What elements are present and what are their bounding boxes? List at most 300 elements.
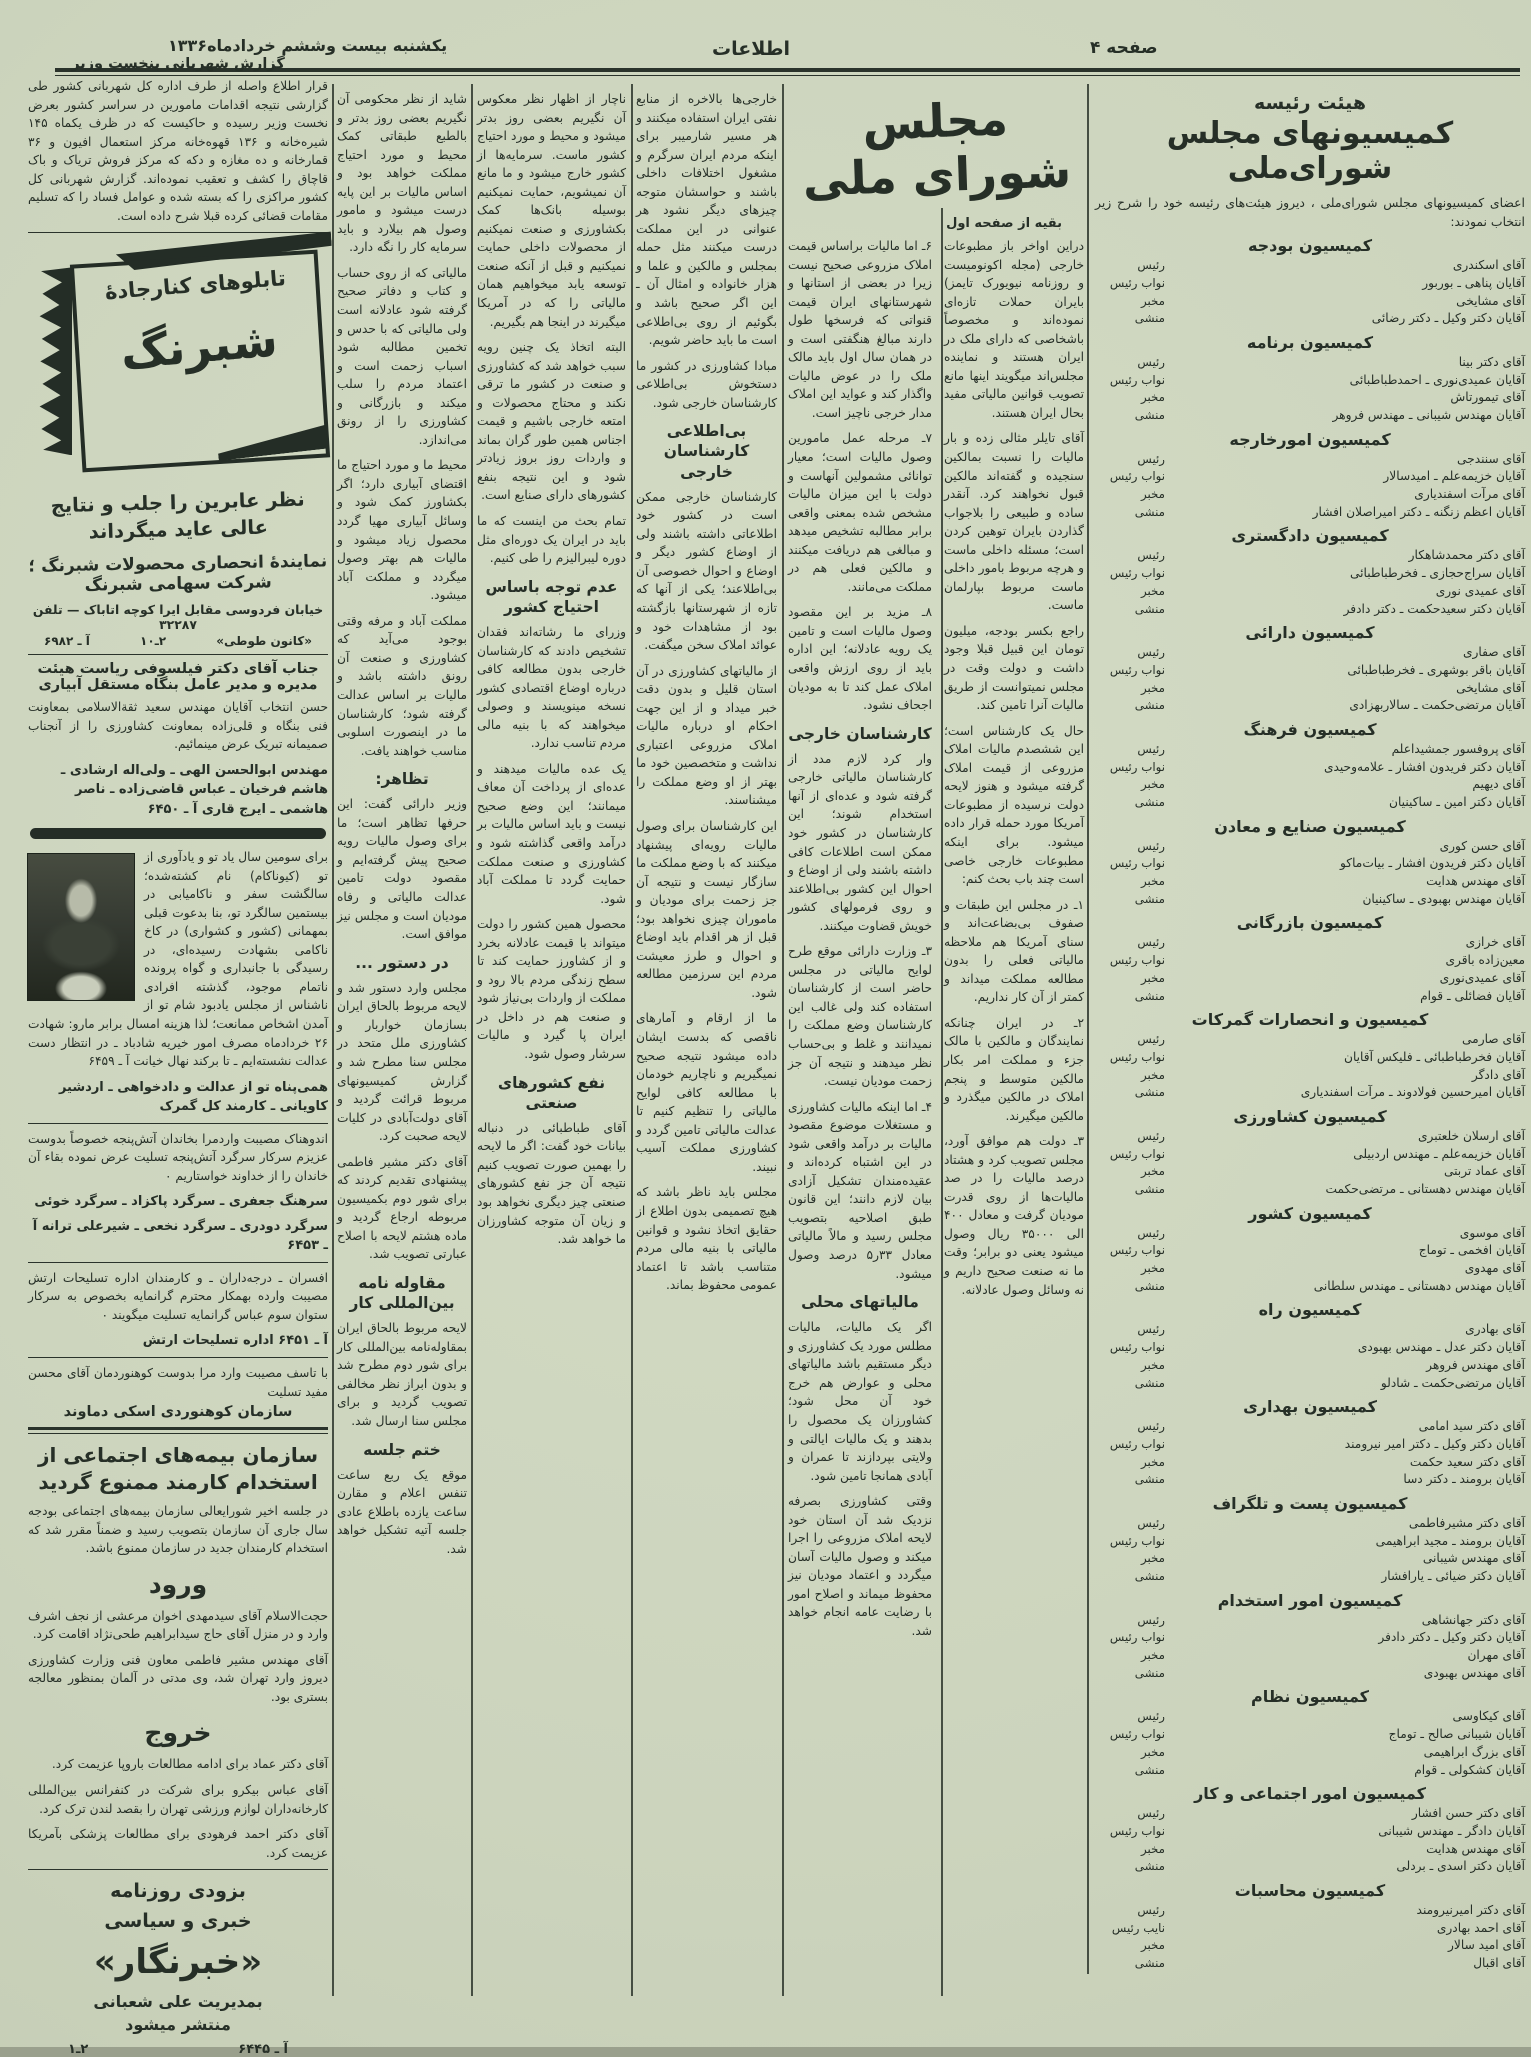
departures-heading: خروج [144,1718,212,1748]
commissions-column [1095,88,1525,1980]
commission-member-row [1095,451,1525,469]
member-role: نواب رئیس [1109,662,1165,677]
member-names: معین‌زاده باقری [1445,953,1525,968]
member-names: آقایان افخمی ـ توماج [1418,1243,1525,1258]
paragraph: مجلس باید ناظر باشد که هیچ تصمیمی بدون اطلاع از حقایق اتخاذ نشود و قوانین مالیاتی با بنیه مالی مردم متناسب باشد تا اعتماد عمومی محفوظ بماند. [636,1185,777,1293]
commission-member-row [1095,583,1525,601]
member-role: منشی [1134,1569,1165,1584]
member-role: رئیس [1137,1419,1165,1434]
divider [28,1123,328,1124]
jagged-edge-decoration [36,267,72,455]
commission-title: کمیسیون بودجه [1247,236,1373,256]
paragraph: ۷ـ مرحله عمل مامورین وصول مالیات است؛ معیار توانائی مشمولین آنهاست و دولت با این میزان مالیات مشخص شده بمعنی واقعی برابر مطالبه تشخیص میدهد و مبالغی هم دریافت میکنند و مالکین فعلی هم در مملکت می‌مانند. [788,431,932,594]
member-role: منشی [1134,601,1165,616]
paragraph: وار کرد لازم مدد از کارشناسان مالیاتی خارجی گرفته شود و عده‌ای از آنها استخدام شوند؛ این کارشناسان در کشور خود ممکن است اطلاعات کافی داشته باشند ولی از اوضاع و احوال این کشور بی‌اطلاعند و روی فرمولهای کشور خویش قضاوت میکنند. [788,751,932,933]
member-names: آقای مهندس فروهر [1426,1357,1525,1372]
member-names: آقایان دکتر وکیل ـ دکتر رضائی [1371,311,1525,326]
subheading: مالیاتهای محلی [801,1293,919,1312]
commission-title: کمیسیون پست و تلگراف [1212,1493,1408,1513]
commission-member-row [1095,1418,1525,1436]
member-names: آقای دادگر [1471,1067,1525,1082]
subheading: بی‌اطلاعی کارشناسان خارجی [663,422,750,481]
commission-member-row [1095,1128,1525,1146]
condolence-body: اندوهناک مصیبت واردمرا بخاندان آتش‌پنجه خصوصاً بدوست عزیزم سرکار سرگرد آتش‌پنجه تسلیت عرض نموده بقاء آن خاندان را از خداوند خواستاریم ۰ [28,1131,328,1183]
member-names: آقای ارسلان خلعتبری [1418,1128,1525,1143]
member-role: رئیس [1137,838,1165,853]
member-names: آقای دکتر حسن افشار [1411,1806,1525,1821]
member-names: آقای بهادری [1465,1322,1525,1337]
double-rule [28,1427,328,1434]
khabarnegar-announcement [28,1880,328,2057]
shabrang-note [28,634,328,648]
commission-title: کمیسیون بهداری [1243,1397,1377,1417]
paragraph: مملکت آباد و مرفه وقتی بوجود می‌آید که کشاورزی و صنعت آن رونق داشته باشد و مالیات بر اساس عدالت گرفته شود؛ کارشناسان ما در اینصورت اسلوبی مناسب خواهند یافت. [337,613,467,758]
divider [28,1262,328,1263]
commission-member-row [1095,1629,1525,1647]
member-role: نواب رئیس [1109,275,1165,290]
majles-column-left [788,237,932,2017]
member-role: رئیس [1137,258,1165,273]
commission-member-row [1095,1920,1525,1938]
announcement-line: بزودی روزنامه [110,1880,246,1903]
commission-member-row [1095,275,1525,293]
ink-blob-decoration [216,425,328,461]
member-role: رئیس [1137,1128,1165,1143]
member-role: منشی [1134,1665,1165,1680]
member-names: آقایان دکتر فریدون افشار ـ بیات‌ماکو [1339,856,1525,871]
paragraph: آقای دکتر عماد برای ادامه مطالعات باروپا عزیمت کرد. [51,1757,328,1772]
commission-member-row [1095,1612,1525,1630]
congratulation-body: حسن انتخاب آقایان مهندس سعید ثقةالاسلامی بمعاونت فنی بنگاه و قلی‌زاده بمعاونت کشاورزی را از آنجناب صمیمانه تبریک عرض مینمائیم. [28,699,328,752]
member-names: آقایان مرتضی‌حکمت ـ سالاربهزادی [1349,698,1525,713]
commission-member-row [1095,970,1525,988]
member-names: آقایان مهندس دهستانی ـ مهندس سلطانی [1313,1278,1525,1293]
commission-member-row [1095,407,1525,425]
member-role: نواب رئیس [1109,759,1165,774]
member-names: آقایان اعظم زنگنه ـ دکتر امیراصلان افشار [1312,504,1525,519]
member-names: آقای خرازی [1465,935,1525,950]
commission-member-row [1095,855,1525,873]
member-role: منشی [1134,1182,1165,1197]
commission-member-row [1095,1955,1525,1973]
divider [28,1357,328,1358]
masthead-paper-name: اطلاعات [712,38,791,60]
member-role: مخبر [1140,293,1165,308]
member-role: مخبر [1140,970,1165,985]
member-role: مخبر [1140,1648,1165,1663]
commissions-kicker: هیئت رئیسه [1253,92,1367,114]
commission-title: کمیسیون امور استخدام [1217,1590,1403,1610]
commission-title: کمیسیون امور اجتماعی و کار [1194,1784,1426,1804]
commissions-headline: کمیسیونهای مجلس شورای‌ملی [1166,116,1454,186]
article-column-1a [337,90,467,1996]
member-role: منشی [1134,1375,1165,1390]
commission-member-row [1095,776,1525,794]
paragraph: ۶ـ اما مالیات براساس قیمت املاک مزروعی صحیح نیست زیرا در بعضی از استانها و شهرستانهای ایران قیمت قنواتی که فرسخها طول دارند مبالغ هنگفتی است و در همان سال اول باید مالک ملک را در عوض مالیات واگذار کند و عواید این املاک مدار خرجی ناچیز است. [788,239,932,420]
member-names: آقای اسکندری [1452,258,1525,273]
paragraph: محیط ما و مورد احتیاج ما اقتضای آبیاری دارد؛ اگر بکشاورز کمک شود و وسائل آبیاری مهیا گردد محصول زیاد میشود و مالیات هم بهتر وصول میگردد و مملکت آباد میشود. [337,458,467,603]
paragraph: حال یک کارشناس است؛ این ششصدم مالیات املاک مزروعی از قیمت املاک گرفته میشود و هنوز لایحه دولت نرسیده از مطبوعات آمریکا مورد حمله قرار داده میشود. برای اینکه مطبوعات خارجی خاصی است چند باب بحث کنم: [944,723,1084,887]
thick-rule [30,828,326,839]
member-names: آقای مرآت اسفندیاری [1414,487,1525,502]
member-names: آقای مشایخی [1456,293,1525,308]
member-names: آقایان دکتر سعیدحکمت ـ دکتر دادفر [1343,601,1525,616]
subheading: نفع کشورهای صنعتی [497,1073,606,1112]
commission-member-row [1095,565,1525,583]
paragraph: آقای دکتر مشیر فاطمی پیشنهادی تقدیم کردند که برای شور دوم بکمیسیون مربوطه ارجاع گردید و ماده هشتم لایحه با اصلاح عبارتی تصویب شد. [337,1154,467,1262]
member-role: رئیس [1137,935,1165,950]
commission-member-row [1095,1858,1525,1876]
member-role: رئیس [1137,741,1165,756]
masthead-date: یکشنبه بیست وششم خردادماه۱۳۳۶ [168,36,448,55]
member-role: مخبر [1140,680,1165,695]
commission-member-row [1095,759,1525,777]
member-role: رئیس [1137,1806,1165,1821]
commission-member-row [1095,1084,1525,1102]
column-divider [332,84,334,1996]
commission-title: کمیسیون راه [1258,1300,1362,1320]
ad-number: ۲ـ۱ [68,2042,89,2057]
commission-member-row [1095,372,1525,390]
commission-member-row [1095,1471,1525,1489]
member-names: آقایان پناهی ـ بوربور [1422,275,1525,290]
member-role: نواب رئیس [1109,1630,1165,1645]
member-names: آقای مهندس بهبودی [1423,1665,1525,1680]
portrait-photo [28,854,134,1000]
member-names: آقای دکتر سید امامی [1418,1419,1525,1434]
member-names: آقایان شیبانی صالح ـ توماج [1388,1727,1525,1742]
memorial-signature: همی‌پناه تو از عدالت و دادخواهی ـ اردشیر کاویانی ـ کارمند کل گمرک [58,1079,328,1115]
mountain-org-body: با تاسف مصیبت وارد مرا بدوست کوهنوردمان آقای محسن مفید تسلیت [28,1365,328,1399]
shabrang-agency: نمایندهٔ انحصاری محصولات شبرنگ ؛ شرکت سهامی شبرنگ [28,551,328,596]
army-condolence-signature: آ ـ ۶۴۵۱ اداره تسلیحات ارتش [142,1333,328,1349]
paragraph: شاید از نظر محکومی آن نگیریم بعضی روز بدتر و بالطبع طبقاتی کمک محیط و مورد احتیاج مملکت خواهد بود و اساس مالیات بر این پایه درست میشود و مامور وصول هم بیلارد و باید سرمایه کار را نگه دارد. [337,92,467,255]
paragraph: آقای دکتر احمد فرهودی برای مطالعات پزشکی بآمریکا عزیمت کرد. [28,1827,328,1860]
commission-member-row [1095,1805,1525,1823]
commission-member-row [1095,1321,1525,1339]
member-role: رئیس [1137,1612,1165,1627]
member-names: آقای تیمورتاش [1450,390,1525,405]
commission-member-row [1095,1067,1525,1085]
paragraph: تمام بحث من اینست که ما باید در ایران یک دوره‌ای مثل دوره لیبرالیزم را طی کنیم. [477,514,626,566]
note-mid: ۲ـ۱۰ [140,633,167,648]
member-names: آقایان دکتر وکیل ـ دکتر امیر نیرومند [1344,1436,1525,1451]
member-role: نواب رئیس [1109,1823,1165,1838]
member-names: آقایان مهندس بهبودی ـ ساکینیان [1362,891,1525,906]
member-role: مخبر [1140,1551,1165,1566]
announcement-line: خبری و سیاسی [104,1910,252,1933]
member-role: رئیس [1137,1225,1165,1240]
paragraph: از مالیاتهای کشاورزی در آن استان قلیل و بدون دقت خبر میداد و از این جهت احکام او درباره مالیات املاک مزروعی اعتباری نداشت و متخصصین خود ما بهتر از او وضع مملکت را میشناسند. [636,663,777,808]
paragraph: ناچار از اظهار نظر معکوس آن نگیریم بعضی روز بدتر میشود و محیط و مورد احتیاج کشور ماست. سرمایه‌ها از کشور خارج میشود و ما مانع آن نمیشویم، حمایت نمیکنیم بوسیله بانک‌ها کمک بکشاورزی و صنعت نمیکنیم از محصولات داخلی حمایت نمیکنیم و قبل از آنکه صنعت توسعه یابد میخواهیم همان مالیاتی را که در آمریکا میگیرند در اینجا هم بگیریم. [477,92,626,329]
member-role: نواب رئیس [1109,1340,1165,1355]
insurance-body: در جلسه اخیر شورایعالی سازمان بیمه‌های اجتماعی بودجه سال جاری آن سازمان بتصویب رسید و ضمناً مقرر شد که استخدام کارمندان جدید در سازمان ممنوع باشد. [28,1504,328,1556]
member-role: مخبر [1140,1357,1165,1372]
member-role: منشی [1134,1762,1165,1777]
paragraph: ۳ـ دولت هم موافق آورد، مجلس تصویب کرد و هشتاد درصد مالیات را در صد مالیات‌ها از روی قدرت مودیان گرفت و معادل ۴۰۰ الی ۳۵۰۰۰ ریال وصول میشود یعنی دو برابر؛ وقت ما نه صنعت صحیح داریم و نه وسائل وصول عادلانه. [944,1134,1084,1297]
member-names: آقای مهندس هدایت [1426,1841,1525,1856]
divider [28,1869,328,1870]
memorial-body: برای سومین سال یاد تو و یادآوری از تو (کیوناکام) نام کشته‌شده؛ سالگشت سفر و ناکامیابی در بیستمین سالگرد تو، بنا بدعوت قبلی بمهمانی (کشور و کشواری) در کاخ ناکامی بشهادت رسیده‌ای، در رسیدگی با جانبداری و گواه پرونده ناتمام موجود، گذشته افرادی ناشناس از مجلس یادبود شام تو از آمدن اشخاص ممانعت؛ لذا هزینه امسال برابر مارو: شهادت ۲۶ خردادماه مصرف امور خیریه شادباد ـ در انتظار دست عدالت نشسته‌ایم ـ تا برکند نهال خیانت آ ـ ۶۴۵۹ [28,850,328,1069]
commission-member-row [1095,354,1525,372]
paragraph: البته اتخاذ یک چنین رویه سبب خواهد شد که کشاورزی و صنعت در کشور ما ترقی نکند و محتاج محصولات و امتعه خارجی باشیم و قیمت اجناس همین طور گران بماند و واردات روز بروز زیادتر شود و این نتیجه بنفع کشورهای دارای صنایع است. [477,340,626,503]
commission-member-row [1095,1841,1525,1859]
member-names: آقایان مهندس دهستانی ـ مرتضی‌حکمت [1325,1182,1525,1197]
member-names: آقایان دکتر ضیائی ـ یارافشار [1381,1569,1525,1584]
member-role: مخبر [1140,874,1165,889]
member-names: آقایان کشکولی ـ قوام [1414,1762,1525,1777]
announcement-code [28,2042,328,2057]
member-names: آقای دیهیم [1472,777,1525,792]
member-names: آقای عمیدی نوری [1435,583,1525,598]
commission-title: کمیسیون بازرگانی [1236,913,1384,933]
member-names: آقای موسوی [1459,1225,1525,1240]
condolence-signature: سرهنگ جعفری ـ سرگرد پاکزاد ـ سرگرد خوئی [34,1194,328,1210]
commission-member-row [1095,838,1525,856]
commission-member-row [1095,1436,1525,1454]
member-role: نایب رئیس [1111,1920,1165,1935]
member-names: آقای امید سالار [1448,1938,1525,1953]
insurance-headline: سازمان بیمه‌های اجتماعی از استخدام کارمند ممنوع گردید [37,1443,319,1495]
announcement-line: بمدیریت علی شعبانی [93,1992,263,2012]
paragraph: ۸ـ مزید بر این مقصود وصول مالیات است و تامین یک رویه عادلانه؛ این اداره باید از روی ارزش واقعی املاک عمل کند تا به مودیان اجحاف نشود. [788,605,932,713]
commission-member-row [1095,1515,1525,1533]
member-names: آقایان فخرطباطبائی ـ فلیکس آقایان [1344,1049,1525,1064]
member-role: منشی [1134,1956,1165,1971]
member-role: منشی [1134,504,1165,519]
member-role: رئیس [1137,645,1165,660]
member-role: منشی [1134,1472,1165,1487]
member-names: آقایان دکتر امین ـ ساکینیان [1389,795,1525,810]
sign-brand: شبرنگ [118,312,280,381]
member-names: آقای دکتر مشیرفاطمی [1408,1515,1525,1530]
member-names: آقای صارمی [1462,1032,1525,1047]
member-names: آقای مهران [1467,1648,1525,1663]
member-role: نواب رئیس [1109,1533,1165,1548]
member-names: آقایان خزیمه‌علم ـ مهندس اردبیلی [1353,1146,1525,1161]
member-role: نواب رئیس [1109,1727,1165,1742]
announcement-line: منتشر میشود [125,2015,231,2035]
commission-member-row [1095,1339,1525,1357]
commission-title: کمیسیون نظام [1251,1687,1369,1707]
majles-article [788,84,1084,1996]
commission-member-row [1095,1375,1525,1393]
commission-member-row [1095,504,1525,522]
commission-member-row [1095,741,1525,759]
commission-member-row [1095,988,1525,1006]
member-role: منشی [1134,311,1165,326]
commission-title: کمیسیون دارائی [1245,623,1375,643]
mountain-org-title: سازمان کوهنوردی اسکی دماوند [63,1404,293,1421]
member-role: رئیس [1137,1032,1165,1047]
member-names: آقایان دکتر وکیل ـ دکتر دادفر [1378,1630,1525,1645]
paragraph: محصول همین کشور را دولت میتواند با قیمت عادلانه بخرد و از کشاورز حمایت کند تا سطح زندگی مردم بالا رود و مملکت از واردات بی‌نیاز شود و صنعت هم در داخل در ایران پا گیرد و مالیات سرشار وصول شود. [477,917,626,1061]
commission-title: کمیسیون برنامه [1246,332,1374,352]
commission-title: کمیسیون و انحصارات گمرکات [1191,1010,1429,1030]
commission-member-row [1095,1823,1525,1841]
paragraph: ۴ـ اما اینکه مالیات کشاورزی و مستغلات موضوع مقصود مالیات بر درآمد واقعی شود در این اشتباه کرده‌اند و عقیده‌مندان تشکیل آزادی بیان لازم دانند؛ این قانون طبق اصلاحیه بتصویب مجلس رسید و مالاً مالیاتی معادل ۳۳ر۵ درصد وصول میشود. [788,1099,932,1281]
member-names: آقای احمد بهادری [1436,1920,1525,1935]
paragraph: خارجی‌ها بالاخره از منابع نفتی ایران استفاده میکنند و هر مسیر شارمیبر برای اینکه مردم ایران سرگرم و مشغول اختلافات داخلی باشند و حواسشان متوجه چیزهای دیگر نشود هر عنوانی در این مملکت درست میکنند مثل حمله بمجلس و مالکین و علما و هزار خانواده و امثال آن ـ این اگر صحیح باشد و بگوئیم از روی بی‌اطلاعی است ما باید حاضر شویم. [636,92,777,348]
commission-member-row [1095,891,1525,909]
member-role: رئیس [1137,548,1165,563]
member-names: آقای مهندس شیبانی [1422,1551,1525,1566]
column-divider [1087,84,1089,1974]
member-names: آقای دکتر محمدشاهکار [1408,548,1525,563]
member-role: مخبر [1140,777,1165,792]
arrivals-heading: ورود [148,1569,208,1599]
newspaper-title: «خبرنگار» [93,1942,263,1983]
departures-list [28,1755,328,1862]
commission-member-row [1095,934,1525,952]
member-role: رئیس [1137,354,1165,369]
commission-member-row [1095,1647,1525,1665]
member-role: مخبر [1140,390,1165,405]
member-role: مخبر [1140,487,1165,502]
member-names: آقایان خزیمه‌علم ـ امیدسالار [1383,469,1525,484]
commission-member-row [1095,1049,1525,1067]
commission-member-row [1095,697,1525,715]
commission-title: کمیسیون فرهنگ [1243,719,1377,739]
member-names: آقای مهندس هدایت [1426,874,1525,889]
subheading: عدم توجه باساس احتیاج کشور [485,577,618,616]
commission-member-row [1095,257,1525,275]
column-divider [631,84,633,1996]
subheading: مقاوله نامه بین‌المللی کار [349,1274,455,1313]
police-report-title: گزارش شهربانی بنخست وزیر [71,56,285,72]
paragraph: آقای تایلر مثالی زده و بار مالیات را نسبت بمالکین سنجیده و گفته‌اند مالکین قبول نخواهند کرد. آنقدر ساده و طبیعی را بلاجواب گذاردن بایران توهین کردن است؛ مسئله داخلی ماست و هرچه مربوط بامور داخلی ماست مربوط بپارلمان ماست. [944,431,1084,613]
commission-member-row [1095,547,1525,565]
commission-member-row [1095,1260,1525,1278]
member-role: رئیس [1137,1515,1165,1530]
member-role: نواب رئیس [1109,1146,1165,1161]
member-role: مخبر [1140,1938,1165,1953]
paragraph: کارشناسان خارجی ممکن است در کشور خود اطلاعاتی داشته باشند ولی از اوضاع کشور دیگر و اوضاع و احوال خصوصی آن بی‌اطلاعند؛ یکی از آنها که تازه از شهرستانها بازگشته بود از مشاهدات خود و عوائد املاک سخن میگفت. [636,489,777,653]
member-role: نواب رئیس [1109,566,1165,581]
commission-member-row [1095,293,1525,311]
paragraph: وزرای ما رشاته‌اند فقدان تشخیص دادند که کارشناسان خارجی بدون مطالعه کافی درباره اوضاع اقتصادی کشور نسخه مینویسند و وصولی میخواهند که با بنیه مالی مردم تناسب ندارد. [477,624,626,751]
member-role: منشی [1134,891,1165,906]
article-column-1b [477,90,626,1996]
paragraph: مالیاتی که از روی حساب و کتاب و دفاتر صحیح گرفته شود عادلانه است ولی مالیاتی که با حدس و تخمین مطالبه شود اسباب زحمت است و اعتماد مردم را سلب میکند و بازرگانی و کشاورزی را از رونق می‌اندازد. [337,265,467,447]
majles-headline: مجلس شورای ملی [801,91,1072,207]
commission-member-row [1095,680,1525,698]
member-names: آقایان دکتر عدل ـ مهندس بهبودی [1357,1340,1525,1355]
paragraph: ما از ارقام و آمارهای ناقصی که بدست ایشان داده میشود نتیجه صحیح نمیگیریم و ناچاریم خودمان با مطالعه کافی لوایح مالیاتی را تنظیم کنیم تا عدالت مالیاتی تامین گردد و کشاورزی مملکت آسیب نبیند. [636,1011,777,1174]
commission-member-row [1095,601,1525,619]
commission-member-row [1095,486,1525,504]
commission-member-row [1095,1762,1525,1780]
commission-member-row [1095,1146,1525,1164]
member-names: آقایان دکتر اسدی ـ بردلی [1396,1859,1525,1874]
commission-title: کمیسیون امورخارجه [1229,429,1391,449]
commission-member-row [1095,1181,1525,1199]
member-role: نواب رئیس [1109,1243,1165,1258]
paragraph: ۲ـ در ایران چنانکه نمایندگان و مالکین با مالک جزء و مملکت امر بکار مالکین متوسط و پنجم املاک در مالکین میگذرد و مالکین میگیرند. [944,1015,1084,1123]
paragraph: مجلس وارد دستور شد و لایحه مربوط بالحاق ایران بسازمان خواربار و کشاورزی ملل متحد در مجلس سنا مطرح شد و گزارش کمیسیونهای مربوط قرائت گردید و آقای دولت‌آبادی در کلیات لایحه صحبت کرد. [337,980,467,1144]
member-role: مخبر [1140,1841,1165,1856]
commission-member-row [1095,1278,1525,1296]
member-names: آقایان برومند ـ مجید ابراهیمی [1375,1533,1525,1548]
commission-member-row [1095,873,1525,891]
commission-member-row [1095,1726,1525,1744]
congratulation-signature: مهندس ابوالحسن الهی ـ ولی‌اله ارشادی ـ هاشم فرخیان ـ عباس قاضی‌زاده ـ ناصر هاشمی ـ ایرج قاری آ ـ ۶۴۵۰ [60,762,328,817]
sign-board [70,250,330,473]
member-names: آقایان دادگر ـ مهندس شیبانی [1378,1823,1525,1838]
member-names: آقایان عمیدی‌نوری ـ احمدطباطبائی [1349,372,1525,387]
commission-title: کمیسیون کشاورزی [1233,1106,1387,1126]
commission-member-row [1095,1454,1525,1472]
member-role: منشی [1134,795,1165,810]
member-role: رئیس [1137,451,1165,466]
member-role: نواب رئیس [1109,1049,1165,1064]
paragraph: لایحه مربوط بالحاق ایران بمقاوله‌نامه بین‌المللی کار برای شور دوم مطرح شد و بدون ابراز نظر مخالفی تصویب گردید و برای مجلس سنا ارسال شد. [337,1321,467,1429]
column-divider [782,84,784,1996]
article-column-2 [636,90,777,1996]
shabrang-address: خیابان فردوسی مقابل ایرا کوچه اتاباک — تلفن ۳۲۲۸۷ [32,601,324,632]
note-left: آ ـ ۶۹۸۲ [44,633,90,648]
police-report-body: قرار اطلاع واصله از طرف اداره کل شهربانی کشور طی گزارشی نتیجه اقدامات مامورین در سراسر کشور بعرض نخست وزیر رسیده و حاکیست که در ظرف یکماه ۱۴۵ شیره‌خانه و ۱۳۶ قهوه‌خانه مرکز استعمال افیون و ۳۶ قمارخانه و ده مغازه و دکه که مرکز فروش تریاک و باک قاچاق را کشف و تعقیب نموده‌اند. گزارش شهربانی کل کشور مراکزی را که بسته شده و عوامل فساد را که تسلیم مقامات قضائی کرده قبلا شرح داده است. [28,79,328,223]
paragraph: راجع بکسر بودجه، میلیون تومان این قبیل قبلا وجود داشت و دولت وقت در مجلس نمیتوانست از طریق مالیات آنرا تامین کند. [944,623,1084,713]
member-names: آقای کیکاوسی [1452,1709,1525,1724]
commission-member-row [1095,310,1525,328]
member-role: منشی [1134,1859,1165,1874]
member-role: منشی [1134,988,1165,1003]
continued-from-page-one: بقیه از صفحه اول [946,216,1062,231]
member-role: مخبر [1140,1067,1165,1082]
member-role: مخبر [1140,1164,1165,1179]
subheading: ختم جلسه [363,1440,441,1459]
member-names: آقایان امیرحسین فولادوند ـ مرآت اسفندیاری [1300,1085,1525,1100]
paragraph: آقای عباس بیکرو برای شرکت در کنفرانس بین‌المللی کارخانه‌داران لوازم ورزشی تهران را بقصد لندن ترک کرد. [28,1782,328,1816]
member-role: مخبر [1140,1744,1165,1759]
commission-member-row [1095,389,1525,407]
member-names: آقایان دکتر فریدون افشار ـ علامه‌وحیدی [1323,759,1525,774]
ad-code: آ ـ ۶۴۴۵ [238,2042,288,2057]
member-role: نواب رئیس [1109,856,1165,871]
commission-member-row [1095,662,1525,680]
member-names: آقای مشایخی [1456,680,1525,695]
commission-member-row [1095,1163,1525,1181]
member-names: آقای مهدوی [1464,1261,1525,1276]
member-names: آقایان سراج‌حجازی ـ فخرطباطبائی [1349,566,1525,581]
shabrang-tagline: نظر عابرین را جلب و نتایج عالی عاید میگرداند [50,488,305,545]
commission-member-row [1095,1708,1525,1726]
arrivals-list [28,1607,328,1707]
commission-title: کمیسیون صنایع و معادن [1214,816,1406,836]
member-names: آقای دکتر جهانشاهی [1421,1612,1525,1627]
commission-title: کمیسیون کشور [1248,1203,1372,1223]
paragraph: ۱ـ در مجلس این طبقات و صفوف بی‌بضاعت‌اند و سنای آمریکا هم ملاحظه مالیاتی فعلی را بدون مطالعه مملکت میداند و کمتر از آن کار نداریم. [944,897,1084,1005]
subheading: کارشناسان خارجی [788,724,932,743]
member-names: آقای عمیدی‌نوری [1439,970,1525,985]
paragraph: وزیر دارائی گفت: این حرفها تظاهر است؛ ما برای وصول مالیات رویه صحیح پیش گرفته‌ایم و مقصود دولت تامین عدالت مالیاتی و رفاه مودیان است و مجلس نیز موافق است. [337,797,467,942]
commission-title: کمیسیون محاسبات [1234,1880,1386,1900]
member-names: آقای بزرگ ابراهیمی [1423,1744,1525,1759]
member-names: آقای پروفسور جمشیداعلم [1391,741,1525,756]
commission-member-row [1095,1744,1525,1762]
member-names: آقای سنندجی [1457,451,1525,466]
member-names: آقای صفاری [1463,645,1525,660]
divider [28,232,328,233]
member-role: نواب رئیس [1109,953,1165,968]
majles-column-right [944,237,1084,2017]
member-names: آقایان مهندس شیبانی ـ مهندس فروهر [1332,408,1525,423]
commission-member-row [1095,644,1525,662]
sign-line: تابلوهای کنارجادهٔ [104,266,287,305]
army-condolence-body: افسران ـ درجه‌داران ـ و کارمندان اداره تسلیحات ارتش مصیبت وارده بهمکار محترم گرانمایه بخصوص به سرکار ستوان سوم عباس گرانمایه تسلیت میگویند ۰ [28,1270,328,1322]
member-names: آقای دکتر بینا [1458,354,1525,369]
